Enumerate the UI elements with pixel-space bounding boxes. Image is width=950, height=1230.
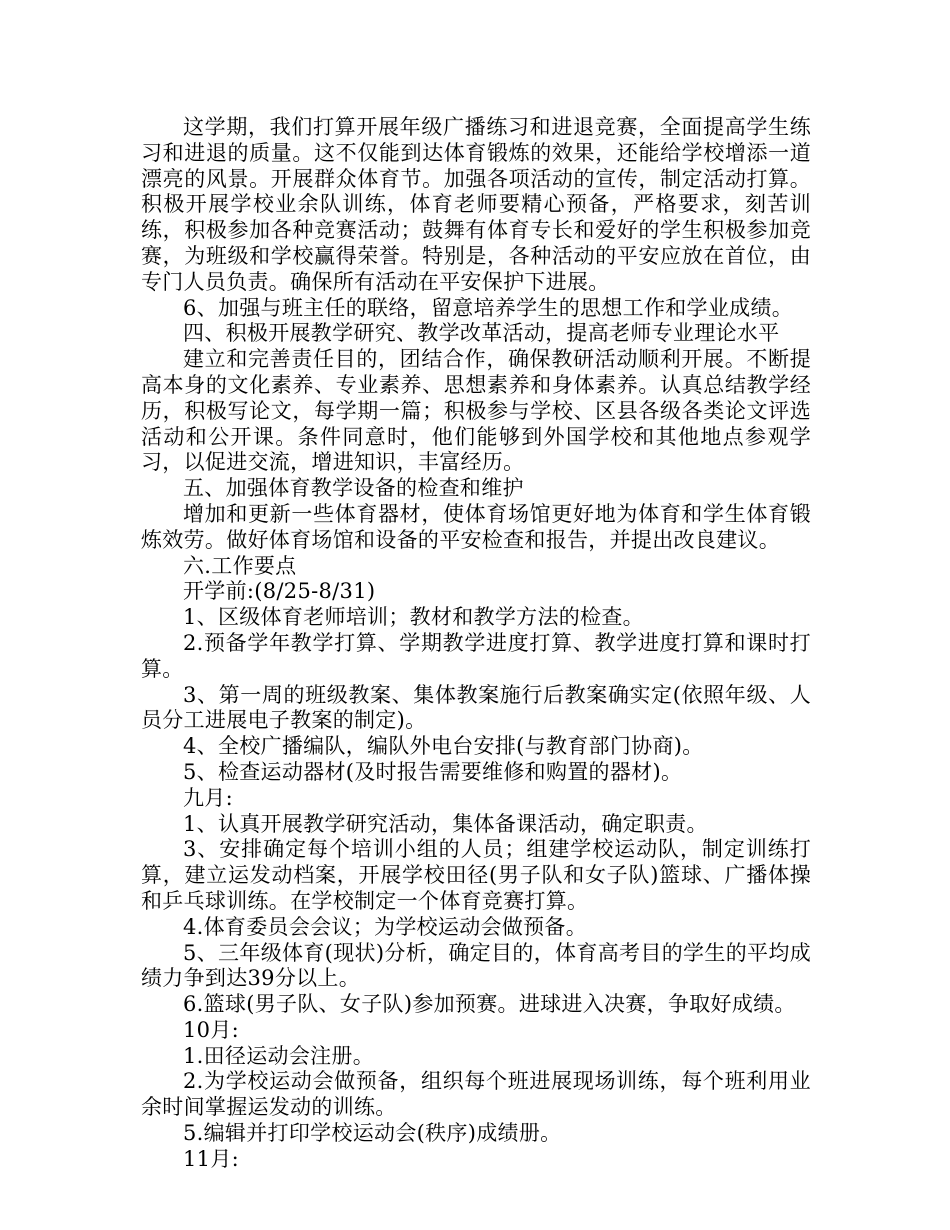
paragraph: 6、加强与班主任的联络，留意培养学生的思想工作和学业成绩。 — [183, 295, 794, 320]
paragraph: 这学期，我们打算开展年级广播练习和进退竞赛，全面提高学生练习和进退的质量。这不仅能到达体育锻炼的效果，还能给学校增添一道漂亮的风景。开展群众体育节。加强各项活动的宣传，制定活动打算。积极开展学校业余队训练，体育老师要精心预备，严格要求，刻苦训练，积极参加各种竞赛活动；鼓舞有体育专长和爱好的学生积极参加竞赛，为班级和学校赢得荣誉。特别是，各种活动的平安应放在首位，由专门人员负责。确保所有活动在平安保护下进展。 — [141, 115, 811, 294]
list-item: 6.篮球(男子队、女子队)参加预赛。进球进入决赛，争取好成绩。 — [183, 992, 796, 1017]
list-item: 5.编辑并打印学校运动会(秩序)成绩册。 — [183, 1121, 562, 1146]
list-item: 2.预备学年教学打算、学期教学进度打算、教学进度打算和课时打算。 — [141, 630, 811, 681]
paragraph: 建立和完善责任目的，团结合作，确保教研活动顺利开展。不断提高本身的文化素养、专业素养、思想素养和身体素养。认真总结教学经历，积极写论文，每学期一篇；积极参与学校、区县各级各类论文评选活动和公开课。条件同意时，他们能够到外国学校和其他地点参观学习，以促进交流，增进知识，丰富经历。 — [141, 347, 811, 475]
paragraph: 增加和更新一些体育器材，使体育场馆更好地为体育和学生体育锻炼效劳。做好体育场馆和设备的平安检查和报告，并提出改良建议。 — [141, 501, 811, 552]
list-item: 3、安排确定每个培训小组的人员；组建学校运动队，制定训练打算，建立运发动档案，开展学校田径(男子队和女子队)篮球、广播体操和乒乓球训练。在学校制定一个体育竞赛打算。 — [141, 837, 811, 913]
list-item: 2.为学校运动会做预备，组织每个班进展现场训练，每个班利用业余时间掌握运发动的训练。 — [141, 1069, 811, 1120]
list-item: 5、检查运动器材(及时报告需要维修和购置的器材)。 — [183, 759, 683, 784]
list-item: 1、区级体育老师培训；教材和教学方法的检查。 — [183, 605, 644, 630]
section-heading: 五、加强体育教学设备的检查和维护 — [183, 476, 524, 501]
period-heading: 11月: — [183, 1146, 239, 1171]
period-heading: 10月: — [183, 1017, 239, 1042]
section-heading: 四、积极开展教学研究、教学改革活动，提高老师专业理论水平 — [183, 321, 780, 346]
list-item: 3、第一周的班级教案、集体教案施行后教案确实定(依照年级、人员分工进展电子教案的制定)。 — [141, 682, 811, 733]
document-body — [141, 115, 811, 1173]
period-heading: 开学前:(8/25-8/31) — [183, 579, 376, 604]
period-heading: 九月: — [183, 785, 233, 810]
list-item: 1.田径运动会注册。 — [183, 1043, 375, 1068]
section-heading: 六.工作要点 — [183, 553, 297, 578]
list-item: 4、全校广播编队，编队外电台安排(与教育部门协商)。 — [183, 734, 704, 759]
list-item: 4.体育委员会会议；为学校运动会做预备。 — [183, 914, 588, 939]
list-item: 1、认真开展教学研究活动，集体备课活动，确定职责。 — [183, 811, 708, 836]
list-item: 5、三年级体育(现状)分析，确定目的，体育高考目的学生的平均成绩力争到达39分以上。 — [141, 940, 811, 991]
